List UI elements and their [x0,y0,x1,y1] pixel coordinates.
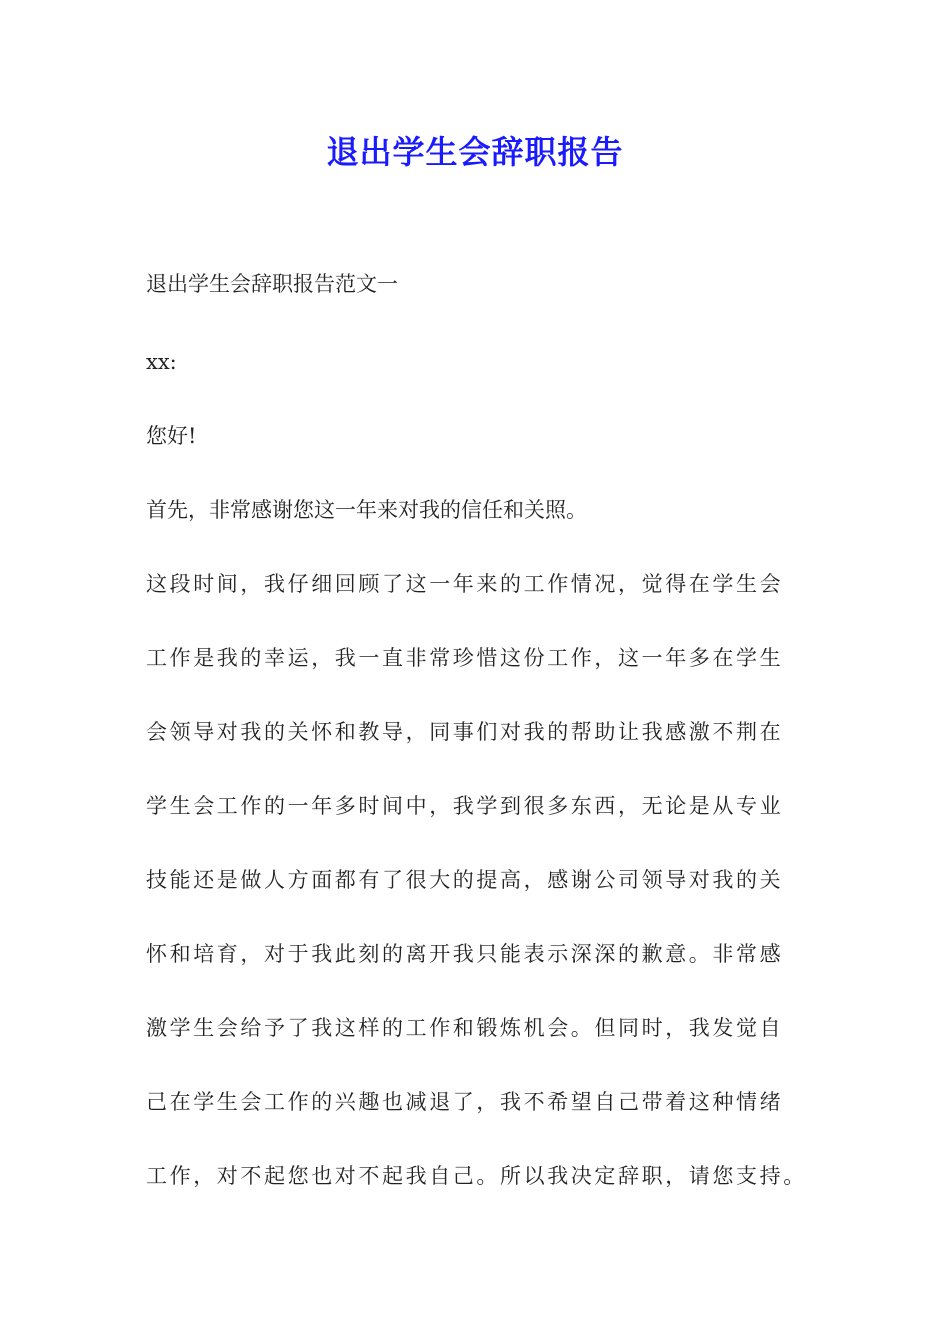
document-subtitle: 退出学生会辞职报告范文一 [146,272,398,296]
body-line: 学生会工作的一年多时间中，我学到很多东西，无论是从专业 [146,794,784,818]
body-line: 技能还是做人方面都有了很大的提高，感谢公司领导对我的关 [146,868,784,892]
body-line: 这段时间，我仔细回顾了这一年来的工作情况，觉得在学生会 [146,572,784,596]
salutation: xx: [146,350,177,374]
body-line: 激学生会给予了我这样的工作和锻炼机会。但同时，我发觉自 [146,1016,784,1040]
body-line: 工作，对不起您也对不起我自己。所以我决定辞职，请您支持。 [146,1164,807,1188]
body-line: 工作是我的幸运，我一直非常珍惜这份工作，这一年多在学生 [146,646,784,670]
document-title: 退出学生会辞职报告 [326,133,624,171]
body-line: 己在学生会工作的兴趣也减退了，我不希望自己带着这种情绪 [146,1090,784,1114]
body-line: 会领导对我的关怀和教导，同事们对我的帮助让我感激不荆在 [146,720,784,744]
first-paragraph: 首先，非常感谢您这一年来对我的信任和关照。 [146,498,587,522]
greeting: 您好! [146,424,197,448]
body-line: 怀和培育，对于我此刻的离开我只能表示深深的歉意。非常感 [146,942,784,966]
